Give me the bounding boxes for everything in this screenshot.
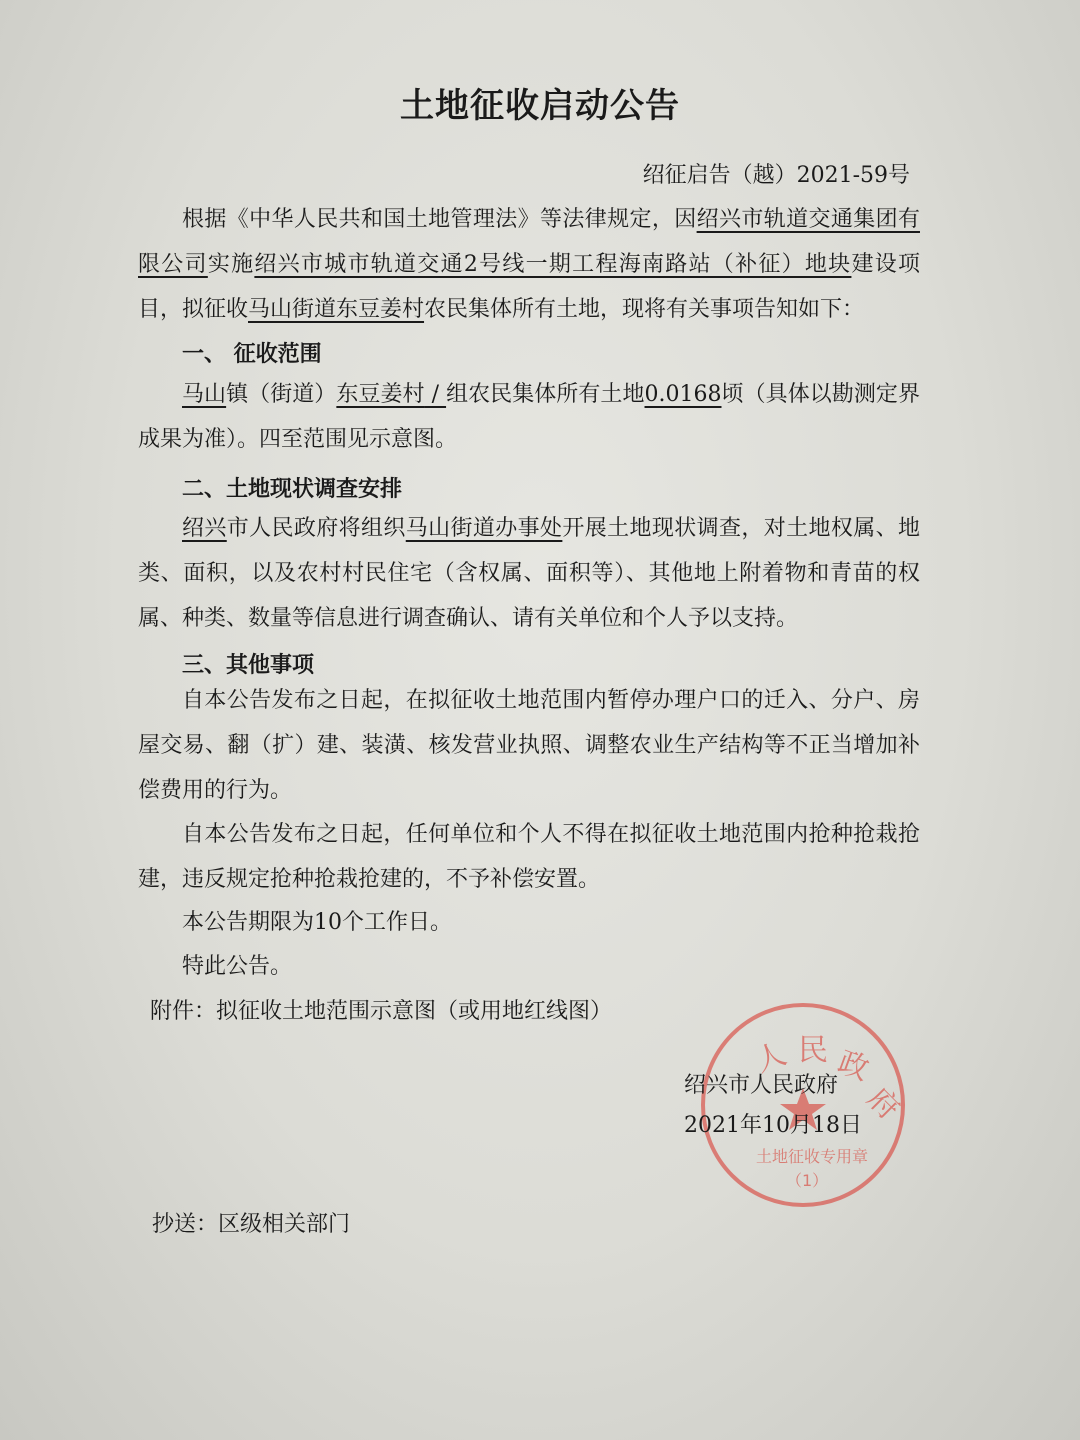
section1-text-3: 顷（具体以勘测定界成果为准）。四至范围见示意图。 [138, 382, 920, 452]
svg-text:政: 政 [833, 1044, 874, 1088]
section1-text-2: 组农民集体所有土地 [446, 382, 645, 407]
svg-text:民: 民 [798, 1033, 828, 1068]
town-name: 马山 [182, 382, 227, 407]
issue-date: 2021年10月18日 [684, 1113, 862, 1138]
section1-heading: 一、 征收范围 [182, 342, 322, 367]
section2-paragraph [138, 506, 920, 641]
svg-text:（1）: （1） [786, 1171, 829, 1190]
intro-text-1: 根据《中华人民共和国土地管理法》等法律规定，因 [182, 207, 697, 232]
land-area: 0.0168 [644, 382, 722, 407]
document-number: 绍征启告（越）2021-59号 [642, 163, 910, 188]
section1-text-1: 镇（街道） [226, 382, 337, 407]
svg-text:土地征收专用章: 土地征收专用章 [756, 1147, 869, 1166]
section2-text-2: 开展土地现状调查，对土地权属、地类、面积，以及农村村民住宅（含权属、面积等）、其他地上附着物和青苗的权属、种类、数量等信息进行调查确认、请有关单位和个人予以支持。 [138, 516, 920, 631]
project-name: 绍兴市城市轨道交通2号线一期工程海南路站（补征）地块 [254, 252, 852, 277]
section1-paragraph [138, 372, 920, 462]
section2-heading: 二、土地现状调查安排 [182, 477, 403, 502]
section2-text-1: 市人民政府将组织 [226, 516, 406, 541]
period-paragraph: 本公告期限为10个工作日。 [182, 910, 452, 935]
group-number: / [424, 382, 447, 407]
company-name: 绍兴市轨道交通集团有限公司 [138, 207, 920, 277]
intro-text-2: 实施 [207, 252, 255, 277]
section3-paragraph-2: 自本公告发布之日起，任何单位和个人不得在拟征收土地范围内抢种抢栽抢建，违反规定抢种抢栽抢建的，不予补偿安置。 [138, 822, 920, 892]
intro-text-4: 农民集体所有土地，现将有关事项告知如下： [424, 297, 865, 322]
svg-text:人: 人 [750, 1036, 791, 1080]
svg-text:府: 府 [860, 1080, 907, 1127]
intro-paragraph [138, 197, 920, 332]
office-name: 马山街道办事处 [405, 516, 563, 541]
cc-line: 抄送：区级相关部门 [152, 1212, 351, 1237]
closing-paragraph: 特此公告。 [182, 954, 293, 979]
issuer-name: 绍兴市人民政府 [684, 1073, 839, 1098]
official-seal [698, 1000, 908, 1210]
attachment-note: 附件：拟征收土地范围示意图（或用地红线图） [150, 999, 613, 1024]
section3-heading: 三、其他事项 [182, 653, 315, 678]
village-name: 马山街道东豆姜村 [248, 297, 425, 322]
section1-village: 东豆姜村 [336, 382, 425, 407]
city-name: 绍兴 [182, 516, 227, 541]
document-title: 土地征收启动公告 [400, 86, 680, 126]
section3-paragraph-1: 自本公告发布之日起，在拟征收土地范围内暂停办理户口的迁入、分户、房屋交易、翻（扩）建、装潢、核发营业执照、调整农业生产结构等不正当增加补偿费用的行为。 [138, 688, 920, 803]
intro-text-3: 建设项目，拟征收 [138, 252, 920, 322]
